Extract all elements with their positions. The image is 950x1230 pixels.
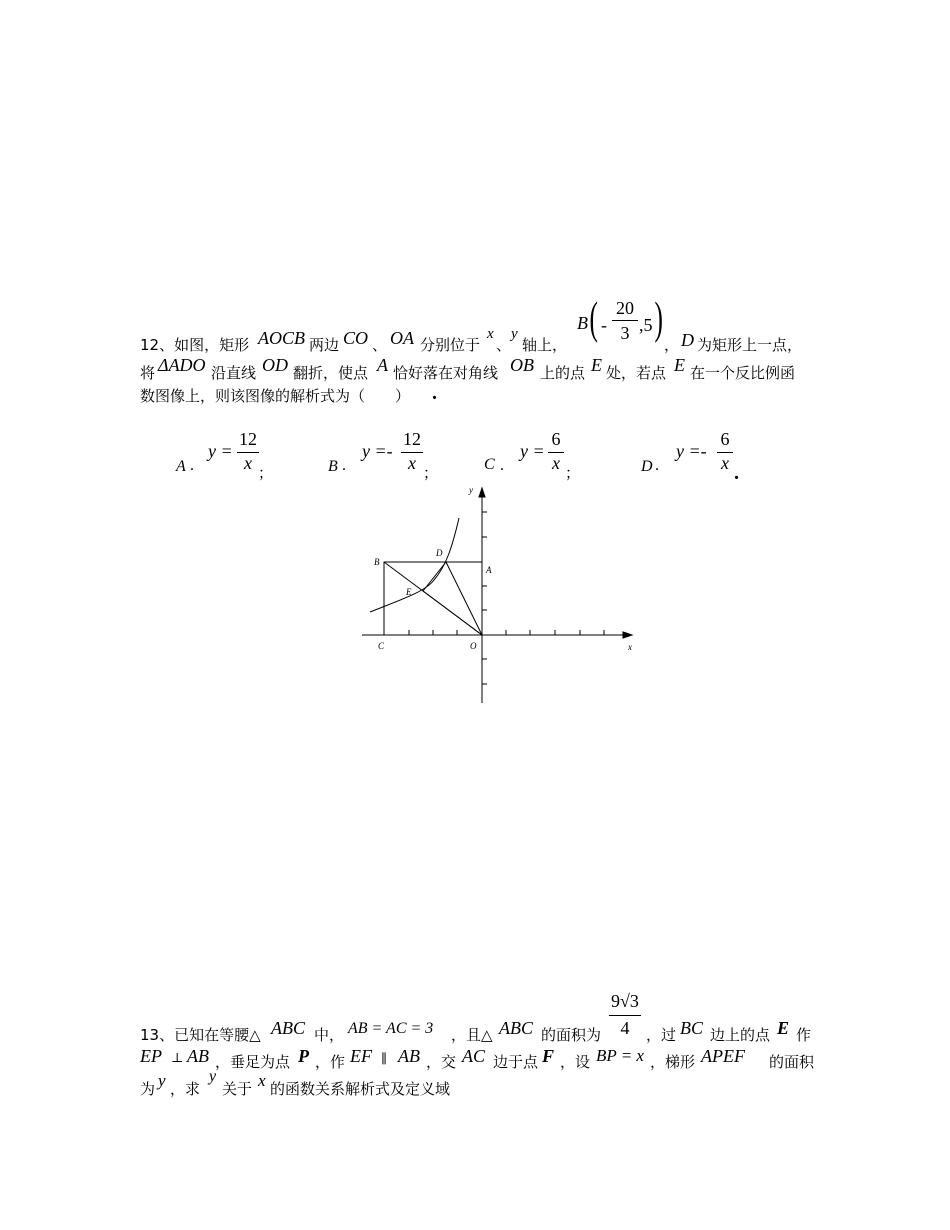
minus-sign: -	[601, 315, 607, 335]
triangle-abc: ABC	[499, 1018, 533, 1038]
point-e: E	[777, 1018, 790, 1038]
q12-text: 翻折，使点	[293, 364, 369, 382]
triangle-abc: ABC	[271, 1018, 305, 1038]
line-eo	[423, 591, 482, 635]
point-e: E	[674, 355, 685, 375]
parallel-symbol: ∥	[381, 1051, 388, 1066]
fraction-denominator: 4	[620, 1018, 630, 1038]
equation-ab-ac: AB = AC = 3	[348, 1020, 434, 1037]
option-equation: y =	[520, 441, 545, 461]
q12-y: y	[511, 326, 518, 342]
option-letter: B	[328, 458, 338, 475]
fraction-denominator: x	[721, 453, 729, 473]
option-equation: y =	[208, 441, 233, 461]
point-p: P	[298, 1046, 309, 1066]
option-equation: y =-	[362, 441, 393, 461]
q13-text: 关于	[222, 1080, 253, 1098]
fraction-denominator: x	[408, 453, 416, 473]
option-end: ；	[258, 464, 274, 482]
label-o: O	[470, 641, 477, 651]
q13-text: ，垂足为点	[215, 1053, 291, 1071]
option-letter: C	[484, 456, 495, 473]
q12-text: 恰好落在对角线	[393, 364, 499, 382]
q13-text: 作	[796, 1026, 812, 1044]
q13-text: ，且△	[451, 1026, 493, 1044]
point-d: D	[681, 330, 694, 350]
q13-text: ，求	[170, 1080, 201, 1098]
q12-text: 将	[140, 364, 156, 382]
q12-text: 在一个反比例函	[690, 364, 796, 382]
y-ticks	[482, 512, 487, 684]
point-f: F	[542, 1046, 555, 1066]
segment-bc: BC	[680, 1018, 704, 1038]
q12-text: 轴上，	[522, 336, 568, 354]
q12-text: 数图像上，则该图像的解析式为（ ）	[140, 387, 411, 405]
label-d: D	[436, 548, 443, 558]
diagonal-ob: OB	[510, 355, 534, 375]
label-e: E	[406, 587, 412, 597]
trapezoid-apef: APEF	[701, 1046, 745, 1066]
q12-figure	[355, 482, 645, 710]
var-y: y	[209, 1068, 217, 1085]
option-letter: D	[641, 458, 653, 475]
q12-text: 上的点	[540, 364, 586, 382]
q12-text: 处，若点	[606, 364, 667, 382]
triangle-ado: ΔADO	[158, 355, 206, 375]
q13-text: 的函数关系解析式及定义域	[270, 1080, 451, 1098]
var-y: y	[158, 1071, 166, 1090]
q12-sep: 、	[496, 336, 512, 354]
q13-text: 边上的点	[710, 1026, 771, 1044]
q13-text: ，过	[646, 1026, 677, 1044]
fraction-bar	[609, 1015, 641, 1016]
q12-x: x	[487, 326, 494, 342]
q12-co: CO	[343, 328, 369, 348]
point-a: A	[377, 355, 388, 375]
q13-text: 的面积为	[541, 1026, 602, 1044]
fraction-bar	[612, 320, 638, 321]
equation-bp: BP = x	[596, 1046, 644, 1065]
line-od: OD	[262, 355, 288, 375]
option-equation: y =-	[676, 441, 707, 461]
q13-text: ，交	[426, 1053, 457, 1071]
x-arrow	[623, 632, 632, 638]
fraction-denominator: x	[552, 453, 560, 473]
q12-oa: OA	[390, 328, 414, 348]
point-b-y: ,5	[639, 315, 653, 335]
x-ticks	[409, 630, 604, 635]
q13-text: 中，	[314, 1026, 345, 1044]
fraction-numerator: 12	[239, 429, 257, 449]
var-x: x	[258, 1071, 266, 1090]
label-c: C	[378, 641, 385, 651]
segment-ef: EF	[350, 1046, 372, 1066]
segment-ab: AB	[187, 1046, 209, 1066]
q13-text: 边于点	[493, 1053, 539, 1071]
q12-text: 分别位于	[420, 336, 481, 354]
left-paren: (	[589, 292, 598, 343]
q13-text: 为	[140, 1080, 156, 1098]
q12-sep: 、	[372, 336, 388, 354]
label-x: x	[628, 642, 632, 652]
fraction-denominator: 3	[620, 323, 630, 343]
y-arrow	[479, 488, 485, 497]
right-paren: )	[654, 292, 663, 343]
q12-number: 12、如图，矩形	[140, 336, 250, 354]
q12-text: 两边	[309, 336, 340, 354]
label-a: A	[486, 565, 492, 575]
segment-ab: AB	[398, 1046, 420, 1066]
segment-ep: EP	[140, 1046, 162, 1066]
point-e: E	[591, 355, 602, 375]
fraction-numerator: 9√3	[611, 991, 639, 1011]
option-letter: A	[176, 458, 186, 475]
point-b-label: B	[577, 313, 588, 333]
q12-text: ，	[664, 336, 680, 354]
hyperbola-curve	[370, 518, 459, 612]
fraction-numerator: 6	[551, 429, 561, 449]
segment-ac: AC	[462, 1046, 486, 1066]
fraction-denominator: x	[244, 453, 252, 473]
q12-period: .	[432, 382, 437, 404]
fraction-numerator: 20	[616, 298, 634, 318]
option-end: ；	[423, 464, 439, 482]
q12-text: 沿直线	[211, 364, 257, 382]
perp-symbol: ⊥	[171, 1050, 184, 1065]
q13-text: 的面积	[769, 1053, 815, 1071]
fraction-numerator: 6	[720, 429, 730, 449]
fraction-numerator: 12	[403, 429, 421, 449]
label-b: B	[374, 557, 380, 567]
label-y: y	[469, 485, 473, 495]
q13-text: ，作	[315, 1053, 346, 1071]
option-end: .	[734, 462, 739, 484]
line-od	[446, 562, 482, 635]
option-end: ；	[565, 464, 581, 482]
q12-text: 为矩形上一点，	[697, 336, 803, 354]
q13-text: ，梯形	[650, 1053, 696, 1071]
q13-text: ，设	[560, 1053, 591, 1071]
q13-number: 13、已知在等腰△	[140, 1026, 261, 1044]
q12-rect: AOCB	[258, 328, 305, 348]
